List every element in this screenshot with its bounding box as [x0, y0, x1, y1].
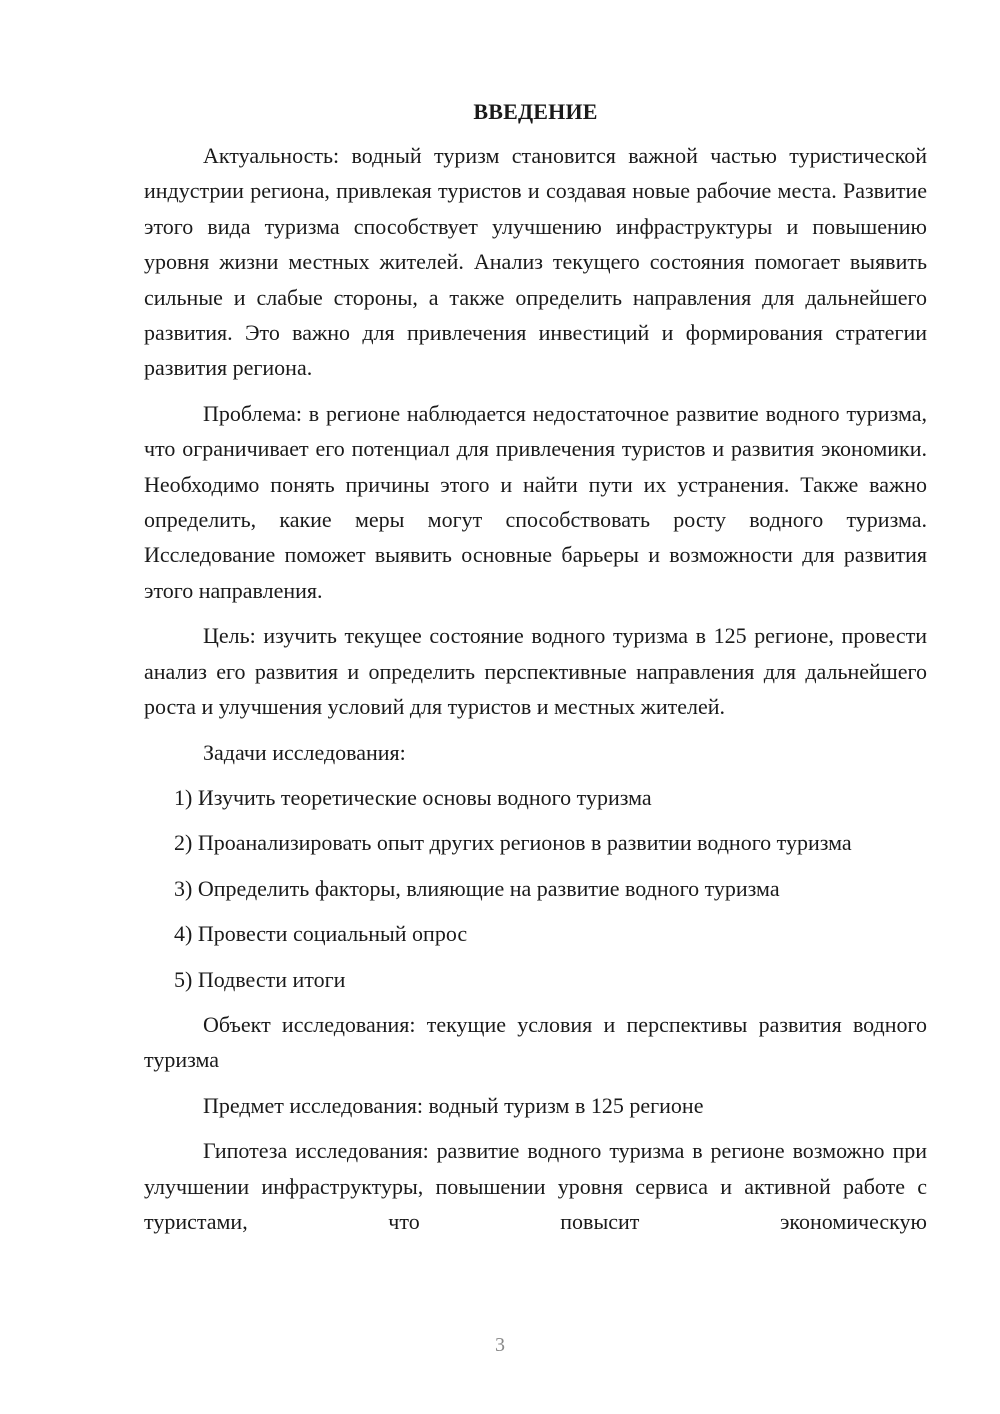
task-item-2: 2) Проанализировать опыт других регионов в развитии водного туризма	[174, 830, 852, 856]
document-page	[144, 96, 927, 1249]
task-item-4: 4) Провести социальный опрос	[174, 921, 468, 947]
task-item-5: 5) Подвести итоги	[174, 966, 346, 992]
problem-paragraph: Проблема: в регионе наблюдается недостаточное развитие водного туризма, что ограничивает его потенциал для привлечения туристов и развития экономики. Необходимо понять причины этого и найти пути их устранения. Также важно определить, какие меры могут способствовать росту водного туризма. Исследование поможет выявить основные барьеры и возможности для развития этого направления.	[144, 400, 927, 603]
tasks-heading: Задачи исследования:	[203, 739, 406, 765]
relevance-paragraph: Актуальность: водный туризм становится важной частью туристической индустрии региона, привлекая туристов и создавая новые рабочие места. Развитие этого вида туризма способствует улучшению инфраструктуры и повышению уровня жизни местных жителей. Анализ текущего состояния помогает выявить сильные и слабые стороны, а также определить направления для дальнейшего развития. Это важно для привлечения инвестиций и формирования стратегии развития региона.	[144, 143, 927, 381]
goal-paragraph: Цель: изучить текущее состояние водного туризма в 125 регионе, провести анализ его развития и определить перспективные направления для дальнейшего роста и улучшения условий для туристов и местных жителей.	[144, 623, 927, 720]
section-title: ВВЕДЕНИЕ	[473, 99, 598, 124]
task-item-1: 1) Изучить теоретические основы водного туризма	[174, 784, 652, 810]
object-paragraph: Объект исследования: текущие условия и перспективы развития водного туризма	[144, 1011, 927, 1073]
subject-paragraph: Предмет исследования: водный туризм в 125 регионе	[203, 1092, 704, 1118]
task-item-3: 3) Определить факторы, влияющие на развитие водного туризма	[174, 875, 780, 901]
page-number: 3	[495, 1334, 505, 1356]
hypothesis-paragraph: Гипотеза исследования: развитие водного туризма в регионе возможно при улучшении инфраструктуры, повышении уровня сервиса и активной работе с туристами, что повысит экономическую	[144, 1138, 927, 1234]
